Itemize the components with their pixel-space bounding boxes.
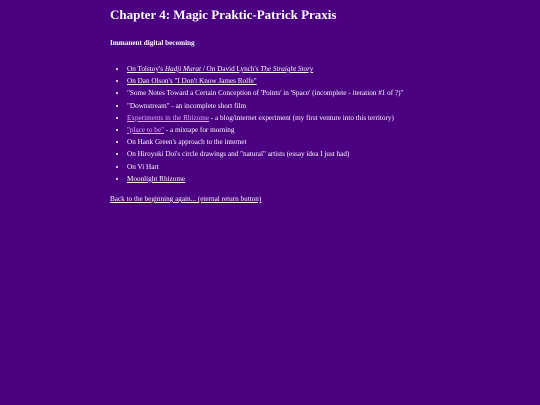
list-item-experiments	[127, 112, 530, 124]
list-item-tolstoy-lynch	[127, 63, 530, 75]
link-text-mid: / On David Lynch's	[200, 65, 261, 73]
list-item-place-to-be	[127, 124, 530, 136]
list-item-hank-green: • On Hank Green's approach to the internet	[127, 136, 530, 148]
link-text-pre: On Tolstoy's	[127, 65, 165, 73]
link-title-straight-story: The Straight Story	[260, 65, 314, 73]
tolstoy-lynch-link[interactable]	[127, 65, 313, 73]
list-item-hiroyuki-doi: • On Hiroyuki Doi's circle drawings and "natural" artists (essay idea I just had)	[127, 148, 530, 160]
list-item-downstream: • "Downstream" - an incomplete short film	[127, 100, 530, 112]
place-to-be-link[interactable]: "place to be"	[127, 126, 164, 135]
page-content	[110, 6, 530, 204]
page-title: Chapter 4: Magic Praktic-Patrick Praxis	[110, 7, 337, 22]
experiments-description: - a blog/internet experiment (my first venture into this territory)	[209, 113, 394, 122]
dan-olson-link[interactable]: On Dan Olson's "I Don't Know James Rolfe"	[127, 77, 257, 86]
list-item-dan-olson	[127, 75, 530, 87]
back-to-beginning-link[interactable]: Back to the beginning again... (eternal return button)	[110, 195, 262, 204]
moonlight-rhizome-link[interactable]: Moonlight Rhizome	[127, 174, 186, 183]
place-to-be-description: - a mixtape for morning	[164, 126, 235, 135]
chapter-list	[110, 63, 530, 185]
experiments-rhizome-link[interactable]: Experiments in the Rhizome	[127, 113, 210, 122]
page-subtitle: Immanent digital becoming	[110, 39, 195, 47]
link-title-hadji-murat: Hadji Murat	[164, 65, 201, 73]
list-item-vi-hart: • On Vi Hart	[127, 161, 530, 173]
list-item-moonlight	[127, 173, 530, 185]
list-item-notes-toward: • "Some Notes Toward a Certain Conception of 'Points' in 'Space' (incomplete - iteration #1 of ?)"	[127, 87, 530, 99]
